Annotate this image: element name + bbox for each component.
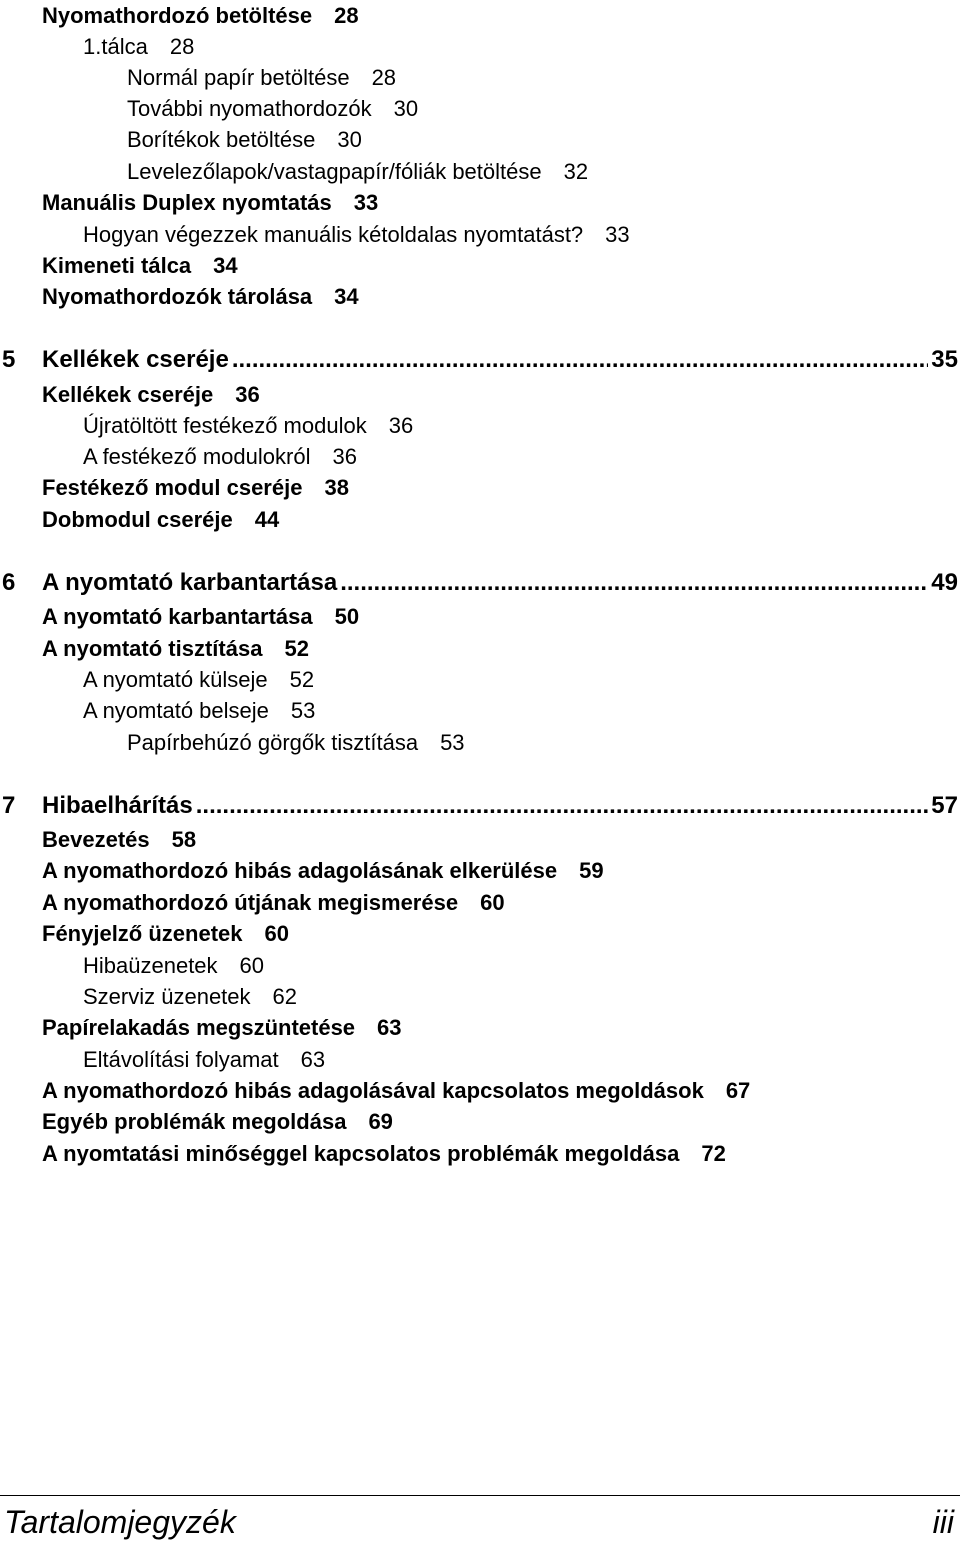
chapter-title: A nyomtató karbantartása [42, 569, 338, 596]
toc-entry-page: 59 [579, 858, 604, 883]
toc-chapter-6[interactable] [0, 566, 958, 600]
toc-entry-title: A nyomtató karbantartása [42, 604, 313, 629]
toc-entry[interactable] [0, 504, 960, 535]
toc-entry[interactable] [0, 727, 960, 758]
toc-entry-page: 30 [337, 127, 362, 152]
toc-entry-title: A nyomathordozó hibás adagolásával kapcsolatos megoldások [42, 1078, 704, 1103]
toc-entry-page: 32 [563, 159, 589, 184]
toc-entry[interactable] [0, 855, 960, 886]
footer-title: Tartalomjegyzék [4, 1504, 236, 1540]
toc-entry-title: Normál papír betöltése [127, 65, 350, 90]
toc-entry-title: Újratöltött festékező modulok [83, 413, 367, 438]
toc-entry-page: 69 [368, 1109, 393, 1134]
footer-page-number: iii [932, 1504, 954, 1540]
toc-entry-page: 36 [388, 413, 414, 438]
chapter-title: Kellékek cseréje [42, 346, 229, 373]
dot-leader [340, 566, 928, 600]
toc-entry-page: 28 [371, 65, 397, 90]
toc-entry-title: A nyomtatási minőséggel kapcsolatos problémák megoldása [42, 1141, 680, 1166]
toc-entry-title: Papírbehúzó görgők tisztítása [127, 730, 419, 755]
toc-entry-page: 62 [272, 984, 298, 1009]
toc-entry-title: Nyomathordozók tárolása [42, 284, 313, 309]
toc-entry-title: A nyomtató belseje [83, 698, 269, 723]
toc-entry-title: Papírelakadás megszüntetése [42, 1015, 356, 1040]
chapter-number: 7 [2, 792, 16, 819]
toc-entry[interactable] [0, 62, 960, 93]
toc-entry-title: Eltávolítási folyamat [83, 1047, 279, 1072]
toc-entry-page: 33 [353, 190, 379, 215]
toc-entry[interactable] [0, 824, 960, 855]
toc-entry[interactable] [0, 441, 960, 472]
toc-entry-title: Dobmodul cseréje [42, 507, 233, 532]
toc-entry[interactable] [0, 124, 960, 155]
toc-entry[interactable] [0, 156, 960, 187]
toc-entry[interactable] [0, 0, 960, 31]
toc-entry[interactable] [0, 981, 960, 1012]
toc-entry-title: A nyomtató külseje [83, 667, 268, 692]
toc-entry-title: Levelezőlapok/vastagpapír/fóliák betöltése [127, 159, 542, 184]
toc-entry-page: 63 [377, 1015, 402, 1040]
toc-entry-title: A nyomtató tisztítása [42, 636, 263, 661]
toc-entry[interactable] [0, 918, 960, 949]
toc-entry-page: 34 [213, 253, 238, 278]
toc-entry-title: A nyomathordozó útjának megismerése [42, 890, 459, 915]
toc-entry[interactable] [0, 93, 960, 124]
toc-entry-page: 33 [605, 222, 630, 247]
toc-entry[interactable] [0, 250, 960, 281]
footer-divider [0, 1495, 960, 1496]
toc-entry-page: 30 [393, 96, 419, 121]
toc-entry-page: 52 [284, 636, 309, 661]
chapter-title: Hibaelhárítás [42, 792, 193, 819]
toc-entry-title: Szerviz üzenetek [83, 984, 251, 1009]
toc-entry-title: Bevezetés [42, 827, 150, 852]
toc-entry[interactable] [0, 31, 960, 62]
toc-entry[interactable] [0, 472, 960, 503]
toc-entry-title: Borítékok betöltése [127, 127, 316, 152]
toc-entry-title: A nyomathordozó hibás adagolásának elkerülése [42, 858, 558, 883]
toc-entry-page: 72 [701, 1141, 726, 1166]
toc-entry-title: Manuális Duplex nyomtatás [42, 190, 332, 215]
toc-entry-page: 67 [725, 1078, 751, 1103]
toc-entry[interactable] [0, 1075, 960, 1106]
toc-entry-page: 36 [235, 382, 260, 407]
toc-entry-page: 60 [239, 953, 265, 978]
toc-entry-title: Nyomathordozó betöltése [42, 3, 313, 28]
chapter-page: 49 [931, 569, 958, 596]
toc-entry-page: 38 [324, 475, 349, 500]
toc-chapter-5[interactable] [0, 343, 958, 377]
toc-entry-title: További nyomathordozók [127, 96, 372, 121]
toc-entry-title: Hogyan végezzek manuális kétoldalas nyomtatást? [83, 222, 584, 247]
toc-entry[interactable] [0, 1106, 960, 1137]
toc-entry[interactable] [0, 187, 960, 218]
toc-entry-page: 63 [300, 1047, 326, 1072]
toc-entry-page: 44 [254, 507, 280, 532]
toc-entry[interactable] [0, 1012, 960, 1043]
toc-entry-page: 52 [289, 667, 315, 692]
toc-entry-page: 53 [290, 698, 316, 723]
toc-entry[interactable] [0, 1044, 960, 1075]
chapter-page: 35 [931, 346, 958, 373]
toc-entry-title: Fényjelző üzenetek [42, 921, 243, 946]
toc-entry-page: 36 [332, 444, 357, 469]
toc-entry-title: Hibaüzenetek [83, 953, 218, 978]
toc-entry-page: 60 [264, 921, 289, 946]
toc-entry[interactable] [0, 410, 960, 441]
toc-entry-title: Kellékek cseréje [42, 382, 214, 407]
toc-entry[interactable] [0, 281, 960, 312]
toc-entry-page: 28 [169, 34, 195, 59]
toc-entry-page: 50 [334, 604, 360, 629]
toc-entry[interactable] [0, 1138, 960, 1169]
toc-entry-title: 1.tálca [83, 34, 148, 59]
toc-entry-title: A festékező modulokról [83, 444, 311, 469]
toc-entry-page: 34 [334, 284, 359, 309]
chapter-number: 6 [2, 569, 16, 596]
dot-leader [232, 343, 928, 377]
toc-chapter-7[interactable] [0, 789, 958, 823]
toc-entry[interactable] [0, 887, 960, 918]
toc-entry-page: 58 [171, 827, 197, 852]
chapter-number: 5 [2, 346, 16, 373]
toc-entry[interactable] [0, 950, 960, 981]
dot-leader [196, 789, 929, 823]
toc-entry[interactable] [0, 695, 960, 726]
toc-entry[interactable] [0, 379, 960, 410]
toc-entry[interactable] [0, 601, 960, 632]
toc-entry-page: 53 [440, 730, 465, 755]
toc-entry-title: Festékező modul cseréje [42, 475, 303, 500]
toc-entry-title: Kimeneti tálca [42, 253, 192, 278]
toc-entry-page: 60 [480, 890, 505, 915]
chapter-page: 57 [931, 792, 958, 819]
toc-entry-title: Egyéb problémák megoldása [42, 1109, 347, 1134]
toc-entry[interactable] [0, 633, 960, 664]
toc-entry[interactable] [0, 664, 960, 695]
toc-entry-page: 28 [334, 3, 359, 28]
toc-entry[interactable] [0, 219, 960, 250]
